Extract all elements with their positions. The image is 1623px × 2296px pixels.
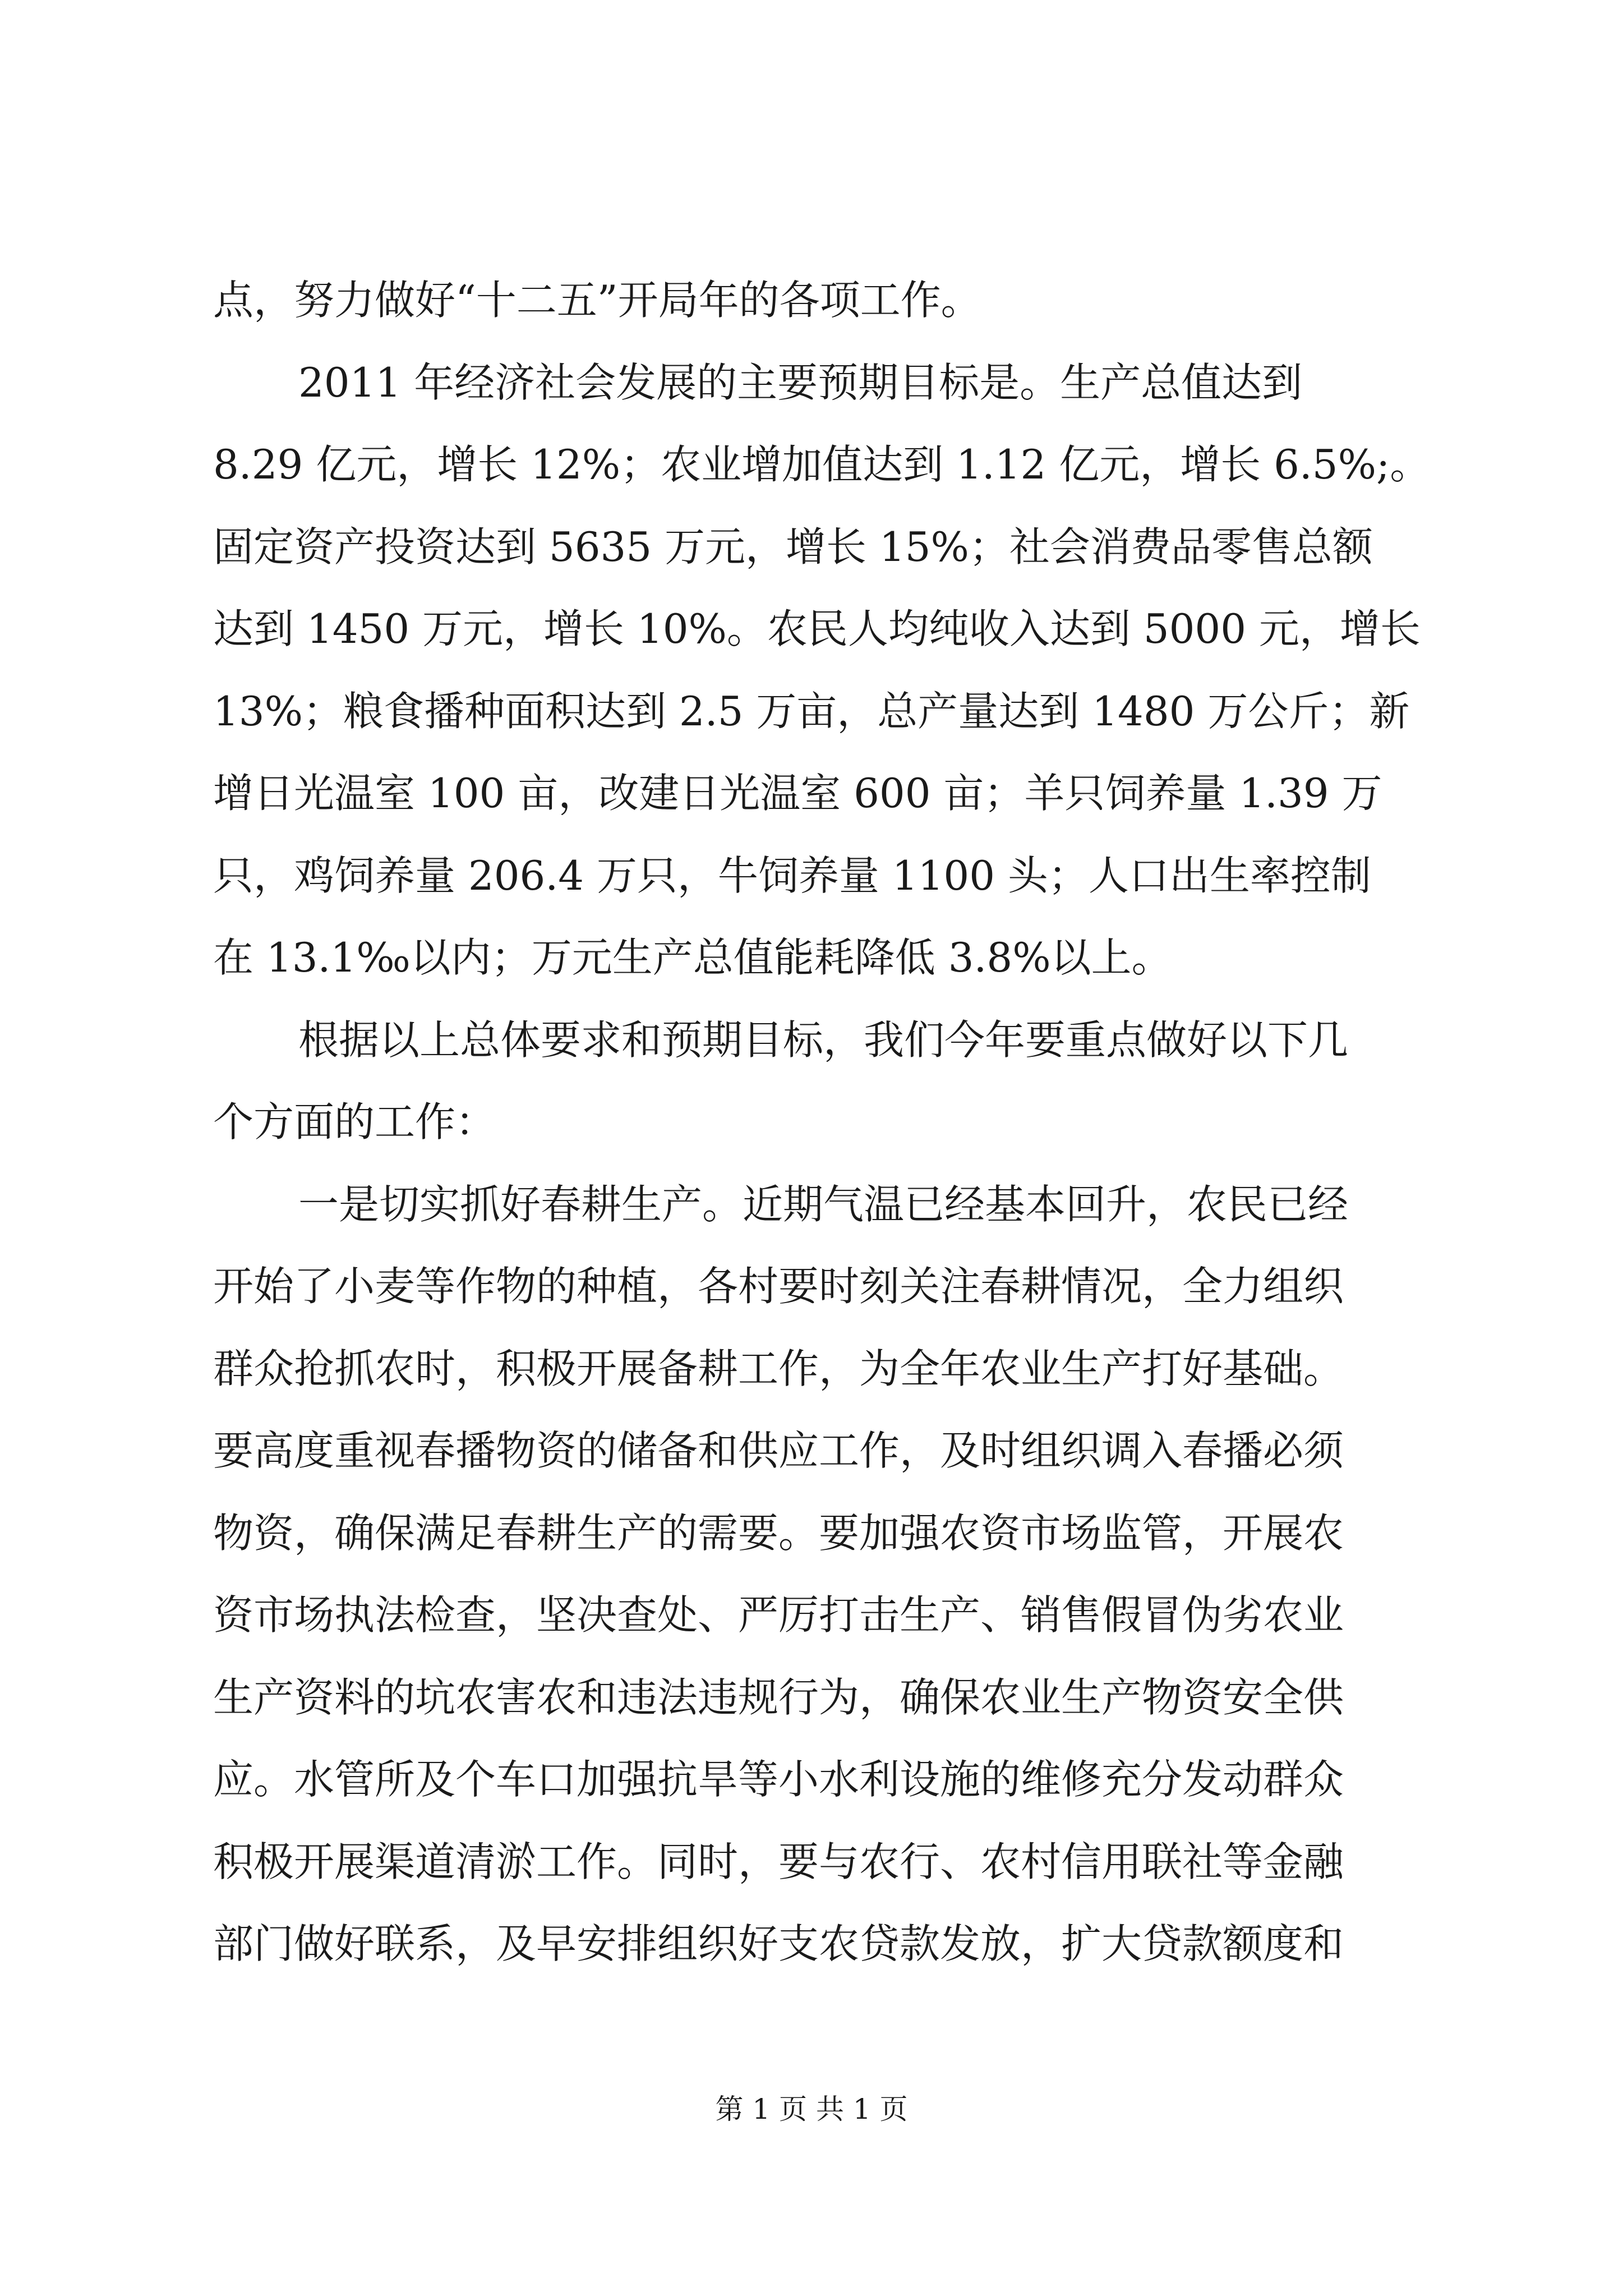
text-line: 积极开展渠道清淤工作。同时，要与农行、农村信用联社等金融: [213, 1838, 1344, 1885]
text-line: 资市场执法检查，坚决查处、严厉打击生产、销售假冒伪劣农业: [213, 1591, 1344, 1639]
text-line: 开始了小麦等作物的种植，各村要时刻关注春耕情况，全力组织: [213, 1263, 1344, 1310]
text-line: 应。水管所及个车口加强抗旱等小水利设施的维修充分发动群众: [213, 1756, 1344, 1803]
text-line: 群众抢抓农时，积极开展备耕工作，为全年农业生产打好基础。: [213, 1345, 1344, 1392]
text-line: 在 13.1‰以内；万元生产总值能耗降低 3.8%以上。: [213, 934, 1172, 981]
text-line: 一是切实抓好春耕生产。近期气温已经基本回升，农民已经: [298, 1180, 1349, 1228]
text-line: 固定资产投资达到 5635 万元，增长 15%；社会消费品零售总额: [213, 523, 1373, 570]
text-line: 只，鸡饲养量 206.4 万只，牛饲养量 1100 头；人口出生率控制: [213, 852, 1371, 899]
text-line: 8.29 亿元，增长 12%；农业增加值达到 1.12 亿元，增长 6.5%;。: [213, 441, 1431, 488]
text-line: 2011 年经济社会发展的主要预期目标是。生产总值达到: [298, 358, 1303, 406]
text-line: 生产资料的坑农害农和违法违规行为，确保农业生产物资安全供: [213, 1673, 1344, 1721]
text-line: 点，努力做好“十二五”开局年的各项工作。: [213, 277, 981, 324]
text-line: 要高度重视春播物资的储备和供应工作，及时组织调入春播必须: [213, 1427, 1344, 1474]
text-line: 13%；粮食播种面积达到 2.5 万亩，总产量达到 1480 万公斤；新: [213, 687, 1410, 735]
text-line: 增日光温室 100 亩，改建日光温室 600 亩；羊只饲养量 1.39 万: [213, 770, 1382, 817]
text-line: 达到 1450 万元，增长 10%。农民人均纯收入达到 5000 元，增长: [213, 605, 1421, 652]
document-body: [213, 259, 1431, 1985]
text-line: 根据以上总体要求和预期目标，我们今年要重点做好以下几: [298, 1016, 1349, 1064]
page-footer: 第 1 页 共 1 页: [715, 2093, 908, 2125]
text-line: 个方面的工作：: [213, 1098, 496, 1145]
text-line: 部门做好联系，及早安排组织好支农贷款发放，扩大贷款额度和: [213, 1920, 1344, 1967]
text-line: 物资，确保满足春耕生产的需要。要加强农资市场监管，开展农: [213, 1509, 1344, 1557]
